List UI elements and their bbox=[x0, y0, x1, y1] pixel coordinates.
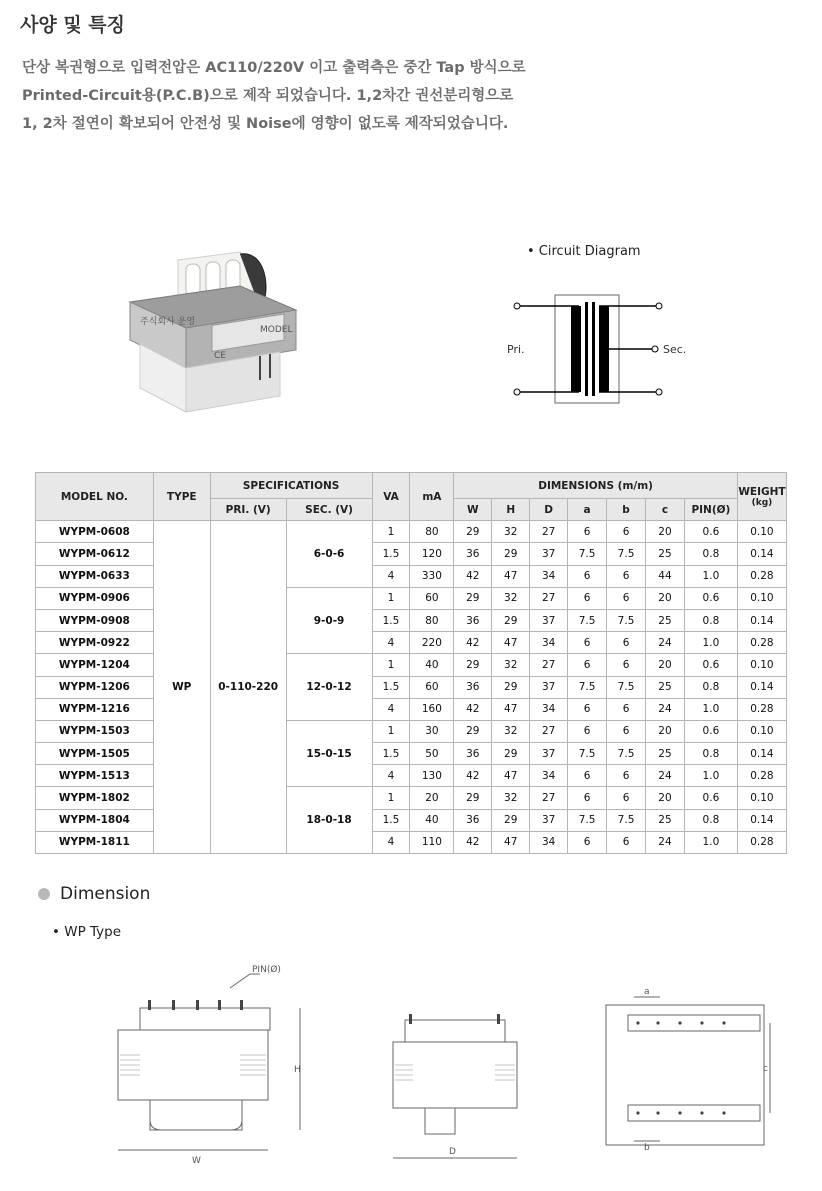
table-cell: 47 bbox=[492, 632, 530, 654]
dimension-d-label: D bbox=[449, 1147, 456, 1157]
photo-ce-label: CE bbox=[214, 351, 226, 361]
table-row bbox=[36, 587, 787, 609]
header-c: c bbox=[646, 499, 685, 521]
table-cell: 60 bbox=[410, 587, 454, 609]
table-cell: 80 bbox=[410, 521, 454, 543]
dimension-b-label: b bbox=[644, 1143, 650, 1153]
header-b: b bbox=[607, 499, 646, 521]
table-cell: 44 bbox=[646, 565, 685, 587]
table-cell: 1.5 bbox=[372, 543, 410, 565]
model-cell: WYPM-0922 bbox=[36, 632, 154, 654]
table-cell: 34 bbox=[530, 831, 568, 853]
table-cell: 6 bbox=[607, 654, 646, 676]
table-cell: 34 bbox=[530, 698, 568, 720]
table-cell: 0.14 bbox=[737, 609, 786, 631]
table-cell: 6 bbox=[568, 565, 607, 587]
table-cell: 1.0 bbox=[684, 698, 737, 720]
header-pin: PIN(Ø) bbox=[684, 499, 737, 521]
table-cell: 47 bbox=[492, 698, 530, 720]
table-cell: 29 bbox=[492, 809, 530, 831]
table-cell: 29 bbox=[454, 720, 492, 742]
table-cell: 1.0 bbox=[684, 831, 737, 853]
table-cell: 7.5 bbox=[607, 809, 646, 831]
dimension-heading bbox=[38, 884, 150, 904]
description-line: 1, 2차 절연이 확보되어 안전성 및 Noise에 영향이 없도록 제작되었습니다. bbox=[22, 116, 509, 132]
table-cell: 29 bbox=[492, 543, 530, 565]
table-cell: 6 bbox=[568, 831, 607, 853]
circuit-diagram bbox=[495, 240, 695, 420]
table-cell: 47 bbox=[492, 831, 530, 853]
table-row bbox=[36, 809, 787, 831]
table-cell: 36 bbox=[454, 743, 492, 765]
table-cell: 29 bbox=[454, 587, 492, 609]
table-cell: 24 bbox=[646, 831, 685, 853]
table-cell: 6 bbox=[607, 698, 646, 720]
table-cell: 0.8 bbox=[684, 609, 737, 631]
table-cell: 50 bbox=[410, 743, 454, 765]
table-cell: 1.5 bbox=[372, 743, 410, 765]
page-title: 사양 및 특징 bbox=[20, 14, 125, 36]
header-weight-label: WEIGHT bbox=[738, 485, 786, 498]
table-cell: 37 bbox=[530, 743, 568, 765]
table-cell: 36 bbox=[454, 676, 492, 698]
table-cell: 29 bbox=[492, 609, 530, 631]
table-cell: 34 bbox=[530, 765, 568, 787]
dimension-w-label: W bbox=[192, 1156, 201, 1166]
table-cell: 36 bbox=[454, 609, 492, 631]
wp-type-label: • WP Type bbox=[52, 924, 122, 940]
model-cell: WYPM-1513 bbox=[36, 765, 154, 787]
table-cell: 1 bbox=[372, 720, 410, 742]
table-cell: 0.14 bbox=[737, 676, 786, 698]
table-cell: 0.14 bbox=[737, 809, 786, 831]
table-cell: 27 bbox=[530, 654, 568, 676]
table-cell: 25 bbox=[646, 609, 685, 631]
model-cell: WYPM-1802 bbox=[36, 787, 154, 809]
model-cell: WYPM-1505 bbox=[36, 743, 154, 765]
table-cell: 0.10 bbox=[737, 787, 786, 809]
table-cell: 0.8 bbox=[684, 676, 737, 698]
table-cell: 37 bbox=[530, 543, 568, 565]
table-cell: 6 bbox=[607, 565, 646, 587]
model-cell: WYPM-1216 bbox=[36, 698, 154, 720]
table-cell: 0.8 bbox=[684, 743, 737, 765]
model-cell: WYPM-1811 bbox=[36, 831, 154, 853]
table-cell: 6 bbox=[607, 587, 646, 609]
table-row bbox=[36, 765, 787, 787]
header-h: H bbox=[492, 499, 530, 521]
table-cell: 0.10 bbox=[737, 521, 786, 543]
header-w: W bbox=[454, 499, 492, 521]
table-row bbox=[36, 698, 787, 720]
table-cell: 20 bbox=[646, 787, 685, 809]
table-cell: 7.5 bbox=[607, 609, 646, 631]
table-cell: 7.5 bbox=[568, 809, 607, 831]
table-cell: 6 bbox=[607, 787, 646, 809]
table-cell: 6 bbox=[568, 787, 607, 809]
table-cell: 20 bbox=[646, 587, 685, 609]
table-cell: 160 bbox=[410, 698, 454, 720]
table-cell: 6 bbox=[607, 831, 646, 853]
header-dimensions: DIMENSIONS (m/m) bbox=[454, 473, 738, 499]
table-cell: 6 bbox=[607, 521, 646, 543]
description-line: 단상 복권형으로 입력전압은 AC110/220V 이고 출력측은 중간 Tap 방식으로 bbox=[22, 60, 526, 76]
model-cell: WYPM-0633 bbox=[36, 565, 154, 587]
table-cell: 0.6 bbox=[684, 587, 737, 609]
header-weight-unit: (kg) bbox=[751, 497, 773, 508]
table-cell: 6 bbox=[607, 765, 646, 787]
table-cell: 0.6 bbox=[684, 720, 737, 742]
header-d: D bbox=[530, 499, 568, 521]
table-cell: 40 bbox=[410, 809, 454, 831]
circuit-title: • Circuit Diagram bbox=[527, 244, 641, 259]
table-cell: 6 bbox=[568, 632, 607, 654]
model-cell: WYPM-0906 bbox=[36, 587, 154, 609]
photo-model-label: MODEL bbox=[260, 325, 293, 335]
table-cell: 29 bbox=[492, 676, 530, 698]
model-cell: WYPM-1204 bbox=[36, 654, 154, 676]
spec-table-body bbox=[36, 521, 787, 854]
table-cell: 7.5 bbox=[568, 676, 607, 698]
table-cell: 0.8 bbox=[684, 809, 737, 831]
table-row bbox=[36, 743, 787, 765]
table-cell: 60 bbox=[410, 676, 454, 698]
table-row bbox=[36, 521, 787, 543]
side-view-drawing bbox=[385, 1000, 525, 1170]
table-row bbox=[36, 543, 787, 565]
table-row bbox=[36, 676, 787, 698]
table-cell: 37 bbox=[530, 676, 568, 698]
table-cell: 24 bbox=[646, 632, 685, 654]
table-cell: 0.14 bbox=[737, 743, 786, 765]
model-cell: WYPM-1503 bbox=[36, 720, 154, 742]
table-cell: 32 bbox=[492, 720, 530, 742]
table-cell: 0.10 bbox=[737, 587, 786, 609]
table-cell: 0.28 bbox=[737, 565, 786, 587]
table-cell: 32 bbox=[492, 654, 530, 676]
header-va: VA bbox=[372, 473, 410, 521]
table-cell: 4 bbox=[372, 698, 410, 720]
table-cell: 6 bbox=[568, 521, 607, 543]
table-cell: 7.5 bbox=[568, 743, 607, 765]
table-cell: 25 bbox=[646, 743, 685, 765]
model-cell: WYPM-1804 bbox=[36, 809, 154, 831]
table-cell: 42 bbox=[454, 698, 492, 720]
table-cell: 32 bbox=[492, 521, 530, 543]
table-cell: 0.10 bbox=[737, 720, 786, 742]
table-cell: 0.6 bbox=[684, 787, 737, 809]
table-cell: 0.8 bbox=[684, 543, 737, 565]
bottom-view-drawing bbox=[598, 985, 783, 1165]
table-cell: 0.6 bbox=[684, 654, 737, 676]
dimension-h-label: H bbox=[294, 1065, 301, 1075]
spec-table bbox=[35, 472, 787, 854]
table-row bbox=[36, 831, 787, 853]
table-cell: 4 bbox=[372, 831, 410, 853]
sec-cell: 9-0-9 bbox=[286, 587, 372, 654]
table-cell: 25 bbox=[646, 543, 685, 565]
model-cell: WYPM-1206 bbox=[36, 676, 154, 698]
table-cell: 7.5 bbox=[568, 543, 607, 565]
table-cell: 47 bbox=[492, 565, 530, 587]
header-ma: mA bbox=[410, 473, 454, 521]
header-type: TYPE bbox=[153, 473, 210, 521]
table-cell: 24 bbox=[646, 698, 685, 720]
table-cell: 0.28 bbox=[737, 765, 786, 787]
table-cell: 20 bbox=[646, 720, 685, 742]
table-cell: 6 bbox=[607, 720, 646, 742]
photo-brand-label: 주식회사 운영 bbox=[140, 317, 196, 327]
sec-cell: 6-0-6 bbox=[286, 521, 372, 588]
circuit-sec-label: Sec. bbox=[663, 343, 687, 356]
table-cell: 6 bbox=[568, 587, 607, 609]
header-a: a bbox=[568, 499, 607, 521]
description-line: Printed-Circuit용(P.C.B)으로 제작 되었습니다. 1,2차간 권선분리형으로 bbox=[22, 88, 514, 104]
table-cell: 6 bbox=[568, 698, 607, 720]
table-cell: 34 bbox=[530, 632, 568, 654]
dimension-a-label: a bbox=[644, 987, 650, 997]
sec-cell: 18-0-18 bbox=[286, 787, 372, 854]
dimension-heading-text: Dimension bbox=[60, 884, 151, 904]
table-cell: 36 bbox=[454, 809, 492, 831]
table-cell: 1 bbox=[372, 654, 410, 676]
table-row bbox=[36, 609, 787, 631]
table-cell: 29 bbox=[492, 743, 530, 765]
table-cell: 6 bbox=[568, 654, 607, 676]
table-row bbox=[36, 565, 787, 587]
sec-cell: 12-0-12 bbox=[286, 654, 372, 721]
transformer-photo bbox=[120, 240, 310, 420]
table-cell: 6 bbox=[568, 720, 607, 742]
table-cell: 6 bbox=[568, 765, 607, 787]
header-specifications: SPECIFICATIONS bbox=[210, 473, 372, 499]
table-cell: 30 bbox=[410, 720, 454, 742]
table-cell: 4 bbox=[372, 565, 410, 587]
table-cell: 7.5 bbox=[607, 676, 646, 698]
table-cell: 1.0 bbox=[684, 632, 737, 654]
table-cell: 47 bbox=[492, 765, 530, 787]
table-cell: 27 bbox=[530, 787, 568, 809]
table-cell: 20 bbox=[410, 787, 454, 809]
table-cell: 37 bbox=[530, 809, 568, 831]
bullet-icon bbox=[38, 888, 50, 900]
model-cell: WYPM-0608 bbox=[36, 521, 154, 543]
table-cell: 130 bbox=[410, 765, 454, 787]
table-cell: 0.28 bbox=[737, 698, 786, 720]
table-cell: 1 bbox=[372, 787, 410, 809]
table-cell: 1 bbox=[372, 521, 410, 543]
table-cell: 80 bbox=[410, 609, 454, 631]
table-cell: 29 bbox=[454, 521, 492, 543]
table-cell: 34 bbox=[530, 565, 568, 587]
table-cell: 36 bbox=[454, 543, 492, 565]
table-cell: 27 bbox=[530, 720, 568, 742]
header-pri: PRI. (V) bbox=[210, 499, 286, 521]
pin-label: PIN(Ø) bbox=[252, 965, 281, 975]
table-cell: 32 bbox=[492, 787, 530, 809]
header-sec: SEC. (V) bbox=[286, 499, 372, 521]
table-cell: 1.5 bbox=[372, 609, 410, 631]
table-cell: 27 bbox=[530, 587, 568, 609]
model-cell: WYPM-0908 bbox=[36, 609, 154, 631]
table-cell: 42 bbox=[454, 565, 492, 587]
table-cell: 25 bbox=[646, 809, 685, 831]
table-cell: 29 bbox=[454, 787, 492, 809]
dimension-c-label: c bbox=[763, 1064, 768, 1074]
table-cell: 25 bbox=[646, 676, 685, 698]
table-row bbox=[36, 720, 787, 742]
table-row bbox=[36, 787, 787, 809]
table-cell: 7.5 bbox=[568, 609, 607, 631]
table-cell: 1 bbox=[372, 587, 410, 609]
table-cell: 4 bbox=[372, 765, 410, 787]
front-view-drawing bbox=[110, 960, 330, 1170]
table-cell: 1.0 bbox=[684, 565, 737, 587]
table-cell: 0.28 bbox=[737, 632, 786, 654]
table-cell: 0.10 bbox=[737, 654, 786, 676]
table-row bbox=[36, 632, 787, 654]
table-cell: 1.5 bbox=[372, 809, 410, 831]
table-cell: 0.14 bbox=[737, 543, 786, 565]
table-cell: 42 bbox=[454, 632, 492, 654]
description bbox=[22, 54, 526, 138]
table-cell: 27 bbox=[530, 521, 568, 543]
sec-cell: 15-0-15 bbox=[286, 720, 372, 787]
circuit-pri-label: Pri. bbox=[507, 343, 525, 356]
table-cell: 7.5 bbox=[607, 543, 646, 565]
table-cell: 29 bbox=[454, 654, 492, 676]
table-cell: 32 bbox=[492, 587, 530, 609]
table-cell: 330 bbox=[410, 565, 454, 587]
pri-cell: 0-110-220 bbox=[210, 521, 286, 854]
table-cell: 4 bbox=[372, 632, 410, 654]
type-cell: WP bbox=[153, 521, 210, 854]
table-cell: 42 bbox=[454, 765, 492, 787]
table-cell: 120 bbox=[410, 543, 454, 565]
table-cell: 40 bbox=[410, 654, 454, 676]
table-cell: 0.6 bbox=[684, 521, 737, 543]
header-model: MODEL NO. bbox=[36, 473, 154, 521]
table-cell: 110 bbox=[410, 831, 454, 853]
model-cell: WYPM-0612 bbox=[36, 543, 154, 565]
table-cell: 1.0 bbox=[684, 765, 737, 787]
table-cell: 7.5 bbox=[607, 743, 646, 765]
table-cell: 20 bbox=[646, 654, 685, 676]
table-cell: 6 bbox=[607, 632, 646, 654]
table-cell: 42 bbox=[454, 831, 492, 853]
header-weight bbox=[737, 473, 786, 521]
table-cell: 20 bbox=[646, 521, 685, 543]
table-row bbox=[36, 654, 787, 676]
table-cell: 1.5 bbox=[372, 676, 410, 698]
table-cell: 0.28 bbox=[737, 831, 786, 853]
table-cell: 37 bbox=[530, 609, 568, 631]
table-cell: 24 bbox=[646, 765, 685, 787]
table-cell: 220 bbox=[410, 632, 454, 654]
